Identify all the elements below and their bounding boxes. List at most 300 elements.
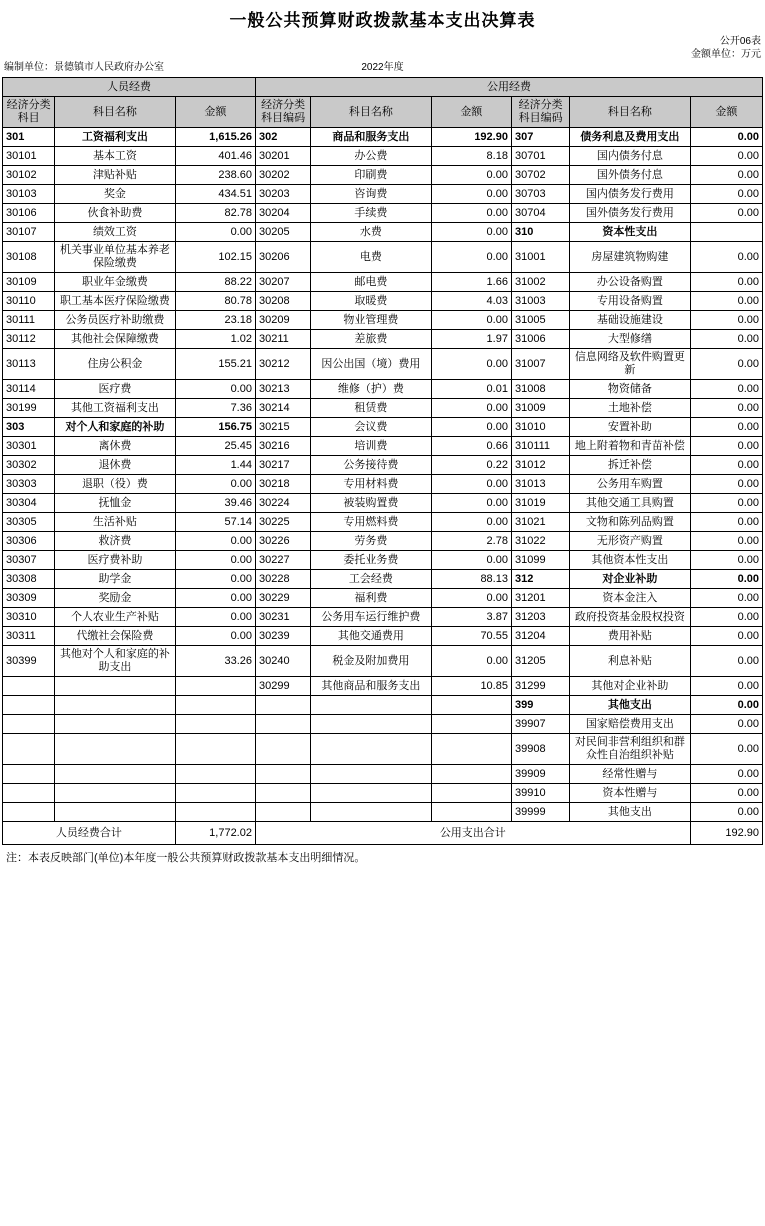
cell-other-code: 39999 bbox=[511, 803, 569, 822]
cell-personnel-name: 医疗费补助 bbox=[55, 551, 175, 570]
cell-other-amount: 0.00 bbox=[690, 803, 762, 822]
cell-public-amount bbox=[431, 696, 511, 715]
table-row bbox=[3, 494, 763, 513]
table-row bbox=[3, 242, 763, 273]
cell-public-name: 委托业务费 bbox=[311, 551, 431, 570]
cell-personnel-code bbox=[3, 784, 55, 803]
col-header-code-1: 经济分类科目 bbox=[3, 97, 55, 128]
cell-personnel-amount: 0.00 bbox=[175, 380, 255, 399]
cell-public-code: 30213 bbox=[255, 380, 310, 399]
cell-other-amount: 0.00 bbox=[690, 494, 762, 513]
cell-personnel-amount: 23.18 bbox=[175, 311, 255, 330]
table-row bbox=[3, 456, 763, 475]
table-row bbox=[3, 437, 763, 456]
cell-public-name: 物业管理费 bbox=[311, 311, 431, 330]
cell-public-amount: 0.00 bbox=[431, 646, 511, 677]
cell-public-code: 30205 bbox=[255, 223, 310, 242]
cell-public-name: 公务用车运行维护费 bbox=[311, 608, 431, 627]
cell-public-amount: 0.22 bbox=[431, 456, 511, 475]
cell-personnel-name: 伙食补助费 bbox=[55, 204, 175, 223]
cell-personnel-name: 职工基本医疗保险缴费 bbox=[55, 292, 175, 311]
cell-personnel-amount: 0.00 bbox=[175, 475, 255, 494]
cell-personnel-code: 30310 bbox=[3, 608, 55, 627]
cell-personnel-code bbox=[3, 696, 55, 715]
cell-other-amount: 0.00 bbox=[690, 330, 762, 349]
cell-public-code: 30226 bbox=[255, 532, 310, 551]
cell-personnel-code: 30301 bbox=[3, 437, 55, 456]
cell-personnel-code: 30307 bbox=[3, 551, 55, 570]
cell-other-name: 土地补偿 bbox=[570, 399, 690, 418]
cell-public-name: 因公出国（境）费用 bbox=[311, 349, 431, 380]
table-row bbox=[3, 204, 763, 223]
cell-personnel-amount: 434.51 bbox=[175, 185, 255, 204]
cell-public-name: 专用材料费 bbox=[311, 475, 431, 494]
cell-other-name: 经常性赠与 bbox=[570, 765, 690, 784]
cell-public-code: 30209 bbox=[255, 311, 310, 330]
cell-personnel-code bbox=[3, 734, 55, 765]
page-title: 一般公共预算财政拨款基本支出决算表 bbox=[229, 11, 536, 30]
cell-personnel-name: 奖励金 bbox=[55, 589, 175, 608]
cell-personnel-name: 对个人和家庭的补助 bbox=[55, 418, 175, 437]
cell-public-amount: 8.18 bbox=[431, 147, 511, 166]
cell-other-amount: 0.00 bbox=[690, 166, 762, 185]
cell-personnel-amount bbox=[175, 696, 255, 715]
cell-public-name bbox=[311, 734, 431, 765]
cell-public-name: 取暖费 bbox=[311, 292, 431, 311]
cell-public-name: 差旅费 bbox=[311, 330, 431, 349]
cell-public-amount: 0.00 bbox=[431, 223, 511, 242]
cell-public-name: 咨询费 bbox=[311, 185, 431, 204]
cell-other-name: 其他资本性支出 bbox=[570, 551, 690, 570]
cell-public-amount: 4.03 bbox=[431, 292, 511, 311]
cell-public-amount: 2.78 bbox=[431, 532, 511, 551]
cell-public-code: 30225 bbox=[255, 513, 310, 532]
personnel-total-value: 1,772.02 bbox=[175, 822, 255, 845]
cell-public-amount: 0.00 bbox=[431, 494, 511, 513]
cell-other-code: 30701 bbox=[511, 147, 569, 166]
sheet-number-row bbox=[0, 35, 765, 48]
cell-personnel-code: 30309 bbox=[3, 589, 55, 608]
table-row bbox=[3, 677, 763, 696]
cell-other-name: 专用设备购置 bbox=[570, 292, 690, 311]
cell-public-amount: 0.00 bbox=[431, 513, 511, 532]
cell-public-name: 专用燃料费 bbox=[311, 513, 431, 532]
cell-personnel-name: 个人农业生产补贴 bbox=[55, 608, 175, 627]
cell-other-amount: 0.00 bbox=[690, 242, 762, 273]
cell-other-amount: 0.00 bbox=[690, 418, 762, 437]
cell-other-amount: 0.00 bbox=[690, 475, 762, 494]
cell-other-amount: 0.00 bbox=[690, 765, 762, 784]
cell-public-name: 手续费 bbox=[311, 204, 431, 223]
cell-personnel-amount bbox=[175, 734, 255, 765]
cell-public-amount: 192.90 bbox=[431, 128, 511, 147]
cell-public-code: 30224 bbox=[255, 494, 310, 513]
cell-public-code: 30228 bbox=[255, 570, 310, 589]
cell-other-amount: 0.00 bbox=[690, 311, 762, 330]
cell-personnel-name: 工资福利支出 bbox=[55, 128, 175, 147]
cell-public-name: 公务接待费 bbox=[311, 456, 431, 475]
cell-personnel-name: 代缴社会保险费 bbox=[55, 627, 175, 646]
sheet-number: 公开06表 bbox=[719, 36, 761, 47]
cell-other-amount: 0.00 bbox=[690, 437, 762, 456]
cell-personnel-name: 津贴补贴 bbox=[55, 166, 175, 185]
cell-other-code: 31010 bbox=[511, 418, 569, 437]
table-row bbox=[3, 418, 763, 437]
cell-public-amount: 88.13 bbox=[431, 570, 511, 589]
cell-personnel-code: 301 bbox=[3, 128, 55, 147]
cell-other-code: 31022 bbox=[511, 532, 569, 551]
cell-public-name: 商品和服务支出 bbox=[311, 128, 431, 147]
cell-public-amount: 10.85 bbox=[431, 677, 511, 696]
cell-public-amount bbox=[431, 784, 511, 803]
table-row bbox=[3, 784, 763, 803]
table-row bbox=[3, 399, 763, 418]
cell-personnel-amount: 39.46 bbox=[175, 494, 255, 513]
cell-public-amount bbox=[431, 715, 511, 734]
cell-public-amount: 0.00 bbox=[431, 551, 511, 570]
cell-other-name: 房屋建筑物购建 bbox=[570, 242, 690, 273]
cell-public-amount: 1.66 bbox=[431, 273, 511, 292]
cell-personnel-name: 抚恤金 bbox=[55, 494, 175, 513]
cell-public-amount bbox=[431, 803, 511, 822]
cell-personnel-name: 其他社会保障缴费 bbox=[55, 330, 175, 349]
table-row bbox=[3, 734, 763, 765]
cell-other-amount bbox=[690, 223, 762, 242]
cell-other-amount: 0.00 bbox=[690, 646, 762, 677]
cell-public-name: 维修（护）费 bbox=[311, 380, 431, 399]
cell-public-name: 其他商品和服务支出 bbox=[311, 677, 431, 696]
cell-public-code: 30206 bbox=[255, 242, 310, 273]
cell-public-amount: 3.87 bbox=[431, 608, 511, 627]
cell-public-code: 30231 bbox=[255, 608, 310, 627]
cell-public-name: 工会经费 bbox=[311, 570, 431, 589]
cell-other-code: 31012 bbox=[511, 456, 569, 475]
cell-other-name: 物资储备 bbox=[570, 380, 690, 399]
cell-personnel-name bbox=[55, 696, 175, 715]
cell-other-amount: 0.00 bbox=[690, 677, 762, 696]
cell-personnel-code: 30302 bbox=[3, 456, 55, 475]
cell-other-amount: 0.00 bbox=[690, 513, 762, 532]
cell-personnel-name: 公务员医疗补助缴费 bbox=[55, 311, 175, 330]
cell-other-name: 对民间非营利组织和群众性自治组织补贴 bbox=[570, 734, 690, 765]
cell-other-amount: 0.00 bbox=[690, 185, 762, 204]
cell-public-code: 30217 bbox=[255, 456, 310, 475]
cell-other-amount: 0.00 bbox=[690, 532, 762, 551]
cell-public-name bbox=[311, 696, 431, 715]
cell-other-amount: 0.00 bbox=[690, 784, 762, 803]
cell-other-code: 30703 bbox=[511, 185, 569, 204]
cell-public-amount: 0.00 bbox=[431, 475, 511, 494]
column-header-row bbox=[3, 97, 763, 128]
cell-other-code: 31204 bbox=[511, 627, 569, 646]
cell-personnel-code: 30111 bbox=[3, 311, 55, 330]
public-total-value: 192.90 bbox=[690, 822, 762, 845]
cell-personnel-amount bbox=[175, 677, 255, 696]
cell-other-code: 39909 bbox=[511, 765, 569, 784]
table-row bbox=[3, 551, 763, 570]
cell-personnel-code: 30112 bbox=[3, 330, 55, 349]
cell-other-name: 其他交通工具购置 bbox=[570, 494, 690, 513]
cell-personnel-name: 助学金 bbox=[55, 570, 175, 589]
table-row bbox=[3, 380, 763, 399]
cell-public-code: 30216 bbox=[255, 437, 310, 456]
table-row bbox=[3, 646, 763, 677]
col-header-name-1: 科目名称 bbox=[55, 97, 175, 128]
cell-other-amount: 0.00 bbox=[690, 380, 762, 399]
cell-other-name: 大型修缮 bbox=[570, 330, 690, 349]
table-row bbox=[3, 627, 763, 646]
cell-personnel-name: 其他工资福利支出 bbox=[55, 399, 175, 418]
cell-personnel-name bbox=[55, 784, 175, 803]
cell-public-amount: 0.00 bbox=[431, 242, 511, 273]
group-header-row bbox=[3, 78, 763, 97]
cell-personnel-amount: 1,615.26 bbox=[175, 128, 255, 147]
cell-other-amount: 0.00 bbox=[690, 696, 762, 715]
cell-personnel-code bbox=[3, 803, 55, 822]
cell-personnel-code: 30311 bbox=[3, 627, 55, 646]
cell-other-amount: 0.00 bbox=[690, 551, 762, 570]
cell-other-name: 债务利息及费用支出 bbox=[570, 128, 690, 147]
cell-other-code: 30702 bbox=[511, 166, 569, 185]
cell-personnel-amount: 1.02 bbox=[175, 330, 255, 349]
col-header-code-3: 经济分类科目编码 bbox=[511, 97, 569, 128]
cell-personnel-code: 30109 bbox=[3, 273, 55, 292]
cell-personnel-amount: 33.26 bbox=[175, 646, 255, 677]
cell-other-name: 国内债务发行费用 bbox=[570, 185, 690, 204]
cell-personnel-name bbox=[55, 765, 175, 784]
cell-personnel-name: 住房公积金 bbox=[55, 349, 175, 380]
cell-public-name: 税金及附加费用 bbox=[311, 646, 431, 677]
cell-other-code: 31003 bbox=[511, 292, 569, 311]
cell-personnel-name: 奖金 bbox=[55, 185, 175, 204]
cell-other-amount: 0.00 bbox=[690, 128, 762, 147]
cell-public-amount: 0.00 bbox=[431, 399, 511, 418]
table-row bbox=[3, 532, 763, 551]
cell-personnel-amount: 82.78 bbox=[175, 204, 255, 223]
cell-other-name: 办公设备购置 bbox=[570, 273, 690, 292]
subheader-spacer bbox=[504, 61, 761, 75]
cell-other-name: 利息补贴 bbox=[570, 646, 690, 677]
cell-public-code: 30201 bbox=[255, 147, 310, 166]
cell-other-name: 国外债务付息 bbox=[570, 166, 690, 185]
cell-public-amount: 70.55 bbox=[431, 627, 511, 646]
cell-public-amount: 0.01 bbox=[431, 380, 511, 399]
cell-public-code: 30212 bbox=[255, 349, 310, 380]
cell-public-name: 劳务费 bbox=[311, 532, 431, 551]
cell-other-amount: 0.00 bbox=[690, 147, 762, 166]
table-row bbox=[3, 608, 763, 627]
cell-public-amount: 0.00 bbox=[431, 589, 511, 608]
cell-other-name: 费用补贴 bbox=[570, 627, 690, 646]
cell-personnel-code: 30304 bbox=[3, 494, 55, 513]
cell-public-code: 302 bbox=[255, 128, 310, 147]
cell-personnel-code bbox=[3, 765, 55, 784]
cell-other-name: 国外债务发行费用 bbox=[570, 204, 690, 223]
cell-public-amount: 0.66 bbox=[431, 437, 511, 456]
cell-other-name: 无形资产购置 bbox=[570, 532, 690, 551]
cell-other-code: 310 bbox=[511, 223, 569, 242]
cell-public-code: 30203 bbox=[255, 185, 310, 204]
cell-personnel-code: 30114 bbox=[3, 380, 55, 399]
cell-personnel-amount: 25.45 bbox=[175, 437, 255, 456]
cell-public-name bbox=[311, 765, 431, 784]
cell-public-code: 30215 bbox=[255, 418, 310, 437]
table-row bbox=[3, 330, 763, 349]
budget-table bbox=[2, 77, 763, 845]
cell-public-amount: 0.00 bbox=[431, 185, 511, 204]
cell-personnel-amount: 1.44 bbox=[175, 456, 255, 475]
cell-public-code: 30211 bbox=[255, 330, 310, 349]
unit-note-row bbox=[0, 48, 765, 61]
table-row bbox=[3, 803, 763, 822]
table-row bbox=[3, 273, 763, 292]
footnote: 注：本表反映部门(单位)本年度一般公共预算财政拨款基本支出明细情况。 bbox=[6, 852, 366, 864]
table-row bbox=[3, 589, 763, 608]
cell-other-code: 39908 bbox=[511, 734, 569, 765]
cell-personnel-name: 退职（役）费 bbox=[55, 475, 175, 494]
cell-personnel-name: 基本工资 bbox=[55, 147, 175, 166]
cell-personnel-amount: 0.00 bbox=[175, 608, 255, 627]
cell-public-code bbox=[255, 715, 310, 734]
cell-personnel-name: 职业年金缴费 bbox=[55, 273, 175, 292]
cell-other-name: 安置补助 bbox=[570, 418, 690, 437]
table-row bbox=[3, 475, 763, 494]
unit-note: 金额单位：万元 bbox=[691, 49, 761, 60]
cell-other-code: 31099 bbox=[511, 551, 569, 570]
cell-other-amount: 0.00 bbox=[690, 292, 762, 311]
cell-other-name: 信息网络及软件购置更新 bbox=[570, 349, 690, 380]
cell-public-name bbox=[311, 715, 431, 734]
cell-public-code: 30208 bbox=[255, 292, 310, 311]
cell-other-code: 31203 bbox=[511, 608, 569, 627]
cell-other-code: 39907 bbox=[511, 715, 569, 734]
cell-other-amount: 0.00 bbox=[690, 456, 762, 475]
cell-personnel-amount bbox=[175, 765, 255, 784]
cell-public-code: 30227 bbox=[255, 551, 310, 570]
cell-personnel-code: 30103 bbox=[3, 185, 55, 204]
cell-other-amount: 0.00 bbox=[690, 399, 762, 418]
table-row bbox=[3, 185, 763, 204]
group-header-public: 公用经费 bbox=[255, 78, 762, 97]
cell-personnel-code: 30113 bbox=[3, 349, 55, 380]
cell-personnel-code: 30305 bbox=[3, 513, 55, 532]
table-row bbox=[3, 292, 763, 311]
col-header-amount-3: 金额 bbox=[690, 97, 762, 128]
cell-other-code: 30704 bbox=[511, 204, 569, 223]
cell-personnel-amount bbox=[175, 803, 255, 822]
table-row bbox=[3, 715, 763, 734]
col-header-name-2: 科目名称 bbox=[311, 97, 431, 128]
cell-personnel-code: 30102 bbox=[3, 166, 55, 185]
cell-personnel-name: 绩效工资 bbox=[55, 223, 175, 242]
cell-public-code bbox=[255, 734, 310, 765]
cell-personnel-name: 生活补贴 bbox=[55, 513, 175, 532]
cell-personnel-code: 303 bbox=[3, 418, 55, 437]
cell-other-code: 31001 bbox=[511, 242, 569, 273]
totals-row bbox=[3, 822, 763, 845]
cell-personnel-amount: 401.46 bbox=[175, 147, 255, 166]
cell-personnel-name: 离休费 bbox=[55, 437, 175, 456]
cell-personnel-amount: 156.75 bbox=[175, 418, 255, 437]
table-row bbox=[3, 765, 763, 784]
cell-personnel-code: 30107 bbox=[3, 223, 55, 242]
cell-public-name: 培训费 bbox=[311, 437, 431, 456]
cell-public-name: 邮电费 bbox=[311, 273, 431, 292]
cell-personnel-amount: 0.00 bbox=[175, 551, 255, 570]
col-header-amount-1: 金额 bbox=[175, 97, 255, 128]
cell-public-name: 办公费 bbox=[311, 147, 431, 166]
cell-other-code: 31013 bbox=[511, 475, 569, 494]
cell-personnel-amount: 238.60 bbox=[175, 166, 255, 185]
cell-other-name: 其他对企业补助 bbox=[570, 677, 690, 696]
table-row bbox=[3, 349, 763, 380]
cell-other-name: 拆迁补偿 bbox=[570, 456, 690, 475]
cell-public-name: 水费 bbox=[311, 223, 431, 242]
cell-other-name: 基础设施建设 bbox=[570, 311, 690, 330]
cell-public-code bbox=[255, 696, 310, 715]
cell-public-name: 被装购置费 bbox=[311, 494, 431, 513]
cell-personnel-amount: 0.00 bbox=[175, 589, 255, 608]
cell-public-name bbox=[311, 784, 431, 803]
cell-personnel-code: 30199 bbox=[3, 399, 55, 418]
cell-personnel-code: 30108 bbox=[3, 242, 55, 273]
fiscal-year: 2022年度 bbox=[361, 62, 404, 73]
cell-other-code: 310111 bbox=[511, 437, 569, 456]
cell-personnel-code: 30106 bbox=[3, 204, 55, 223]
cell-public-code: 30299 bbox=[255, 677, 310, 696]
cell-other-amount: 0.00 bbox=[690, 273, 762, 292]
cell-personnel-code: 30303 bbox=[3, 475, 55, 494]
cell-public-code: 30204 bbox=[255, 204, 310, 223]
personnel-total-label: 人员经费合计 bbox=[3, 822, 176, 845]
cell-public-code bbox=[255, 765, 310, 784]
cell-other-name: 政府投资基金股权投资 bbox=[570, 608, 690, 627]
cell-other-amount: 0.00 bbox=[690, 608, 762, 627]
cell-personnel-amount: 88.22 bbox=[175, 273, 255, 292]
table-row bbox=[3, 513, 763, 532]
cell-personnel-code: 30110 bbox=[3, 292, 55, 311]
cell-personnel-amount: 80.78 bbox=[175, 292, 255, 311]
cell-other-code: 31007 bbox=[511, 349, 569, 380]
cell-personnel-code bbox=[3, 677, 55, 696]
cell-personnel-code bbox=[3, 715, 55, 734]
cell-public-amount bbox=[431, 734, 511, 765]
cell-public-amount: 1.97 bbox=[431, 330, 511, 349]
cell-other-name: 地上附着物和青苗补偿 bbox=[570, 437, 690, 456]
cell-other-name: 资本性赠与 bbox=[570, 784, 690, 803]
cell-public-code: 30229 bbox=[255, 589, 310, 608]
cell-public-code bbox=[255, 803, 310, 822]
public-total-label: 公用支出合计 bbox=[255, 822, 690, 845]
subheader bbox=[0, 61, 765, 77]
col-header-amount-2: 金额 bbox=[431, 97, 511, 128]
cell-other-code: 31299 bbox=[511, 677, 569, 696]
cell-personnel-code: 30306 bbox=[3, 532, 55, 551]
cell-personnel-code: 30399 bbox=[3, 646, 55, 677]
table-row bbox=[3, 128, 763, 147]
cell-public-amount: 0.00 bbox=[431, 204, 511, 223]
cell-public-name: 福利费 bbox=[311, 589, 431, 608]
cell-public-amount: 0.00 bbox=[431, 349, 511, 380]
cell-personnel-name: 其他对个人和家庭的补助支出 bbox=[55, 646, 175, 677]
cell-public-code: 30240 bbox=[255, 646, 310, 677]
cell-other-code: 31006 bbox=[511, 330, 569, 349]
cell-public-name: 会议费 bbox=[311, 418, 431, 437]
col-header-code-2: 经济分类科目编码 bbox=[255, 97, 310, 128]
cell-public-name: 租赁费 bbox=[311, 399, 431, 418]
group-header-personnel: 人员经费 bbox=[3, 78, 256, 97]
cell-public-name bbox=[311, 803, 431, 822]
